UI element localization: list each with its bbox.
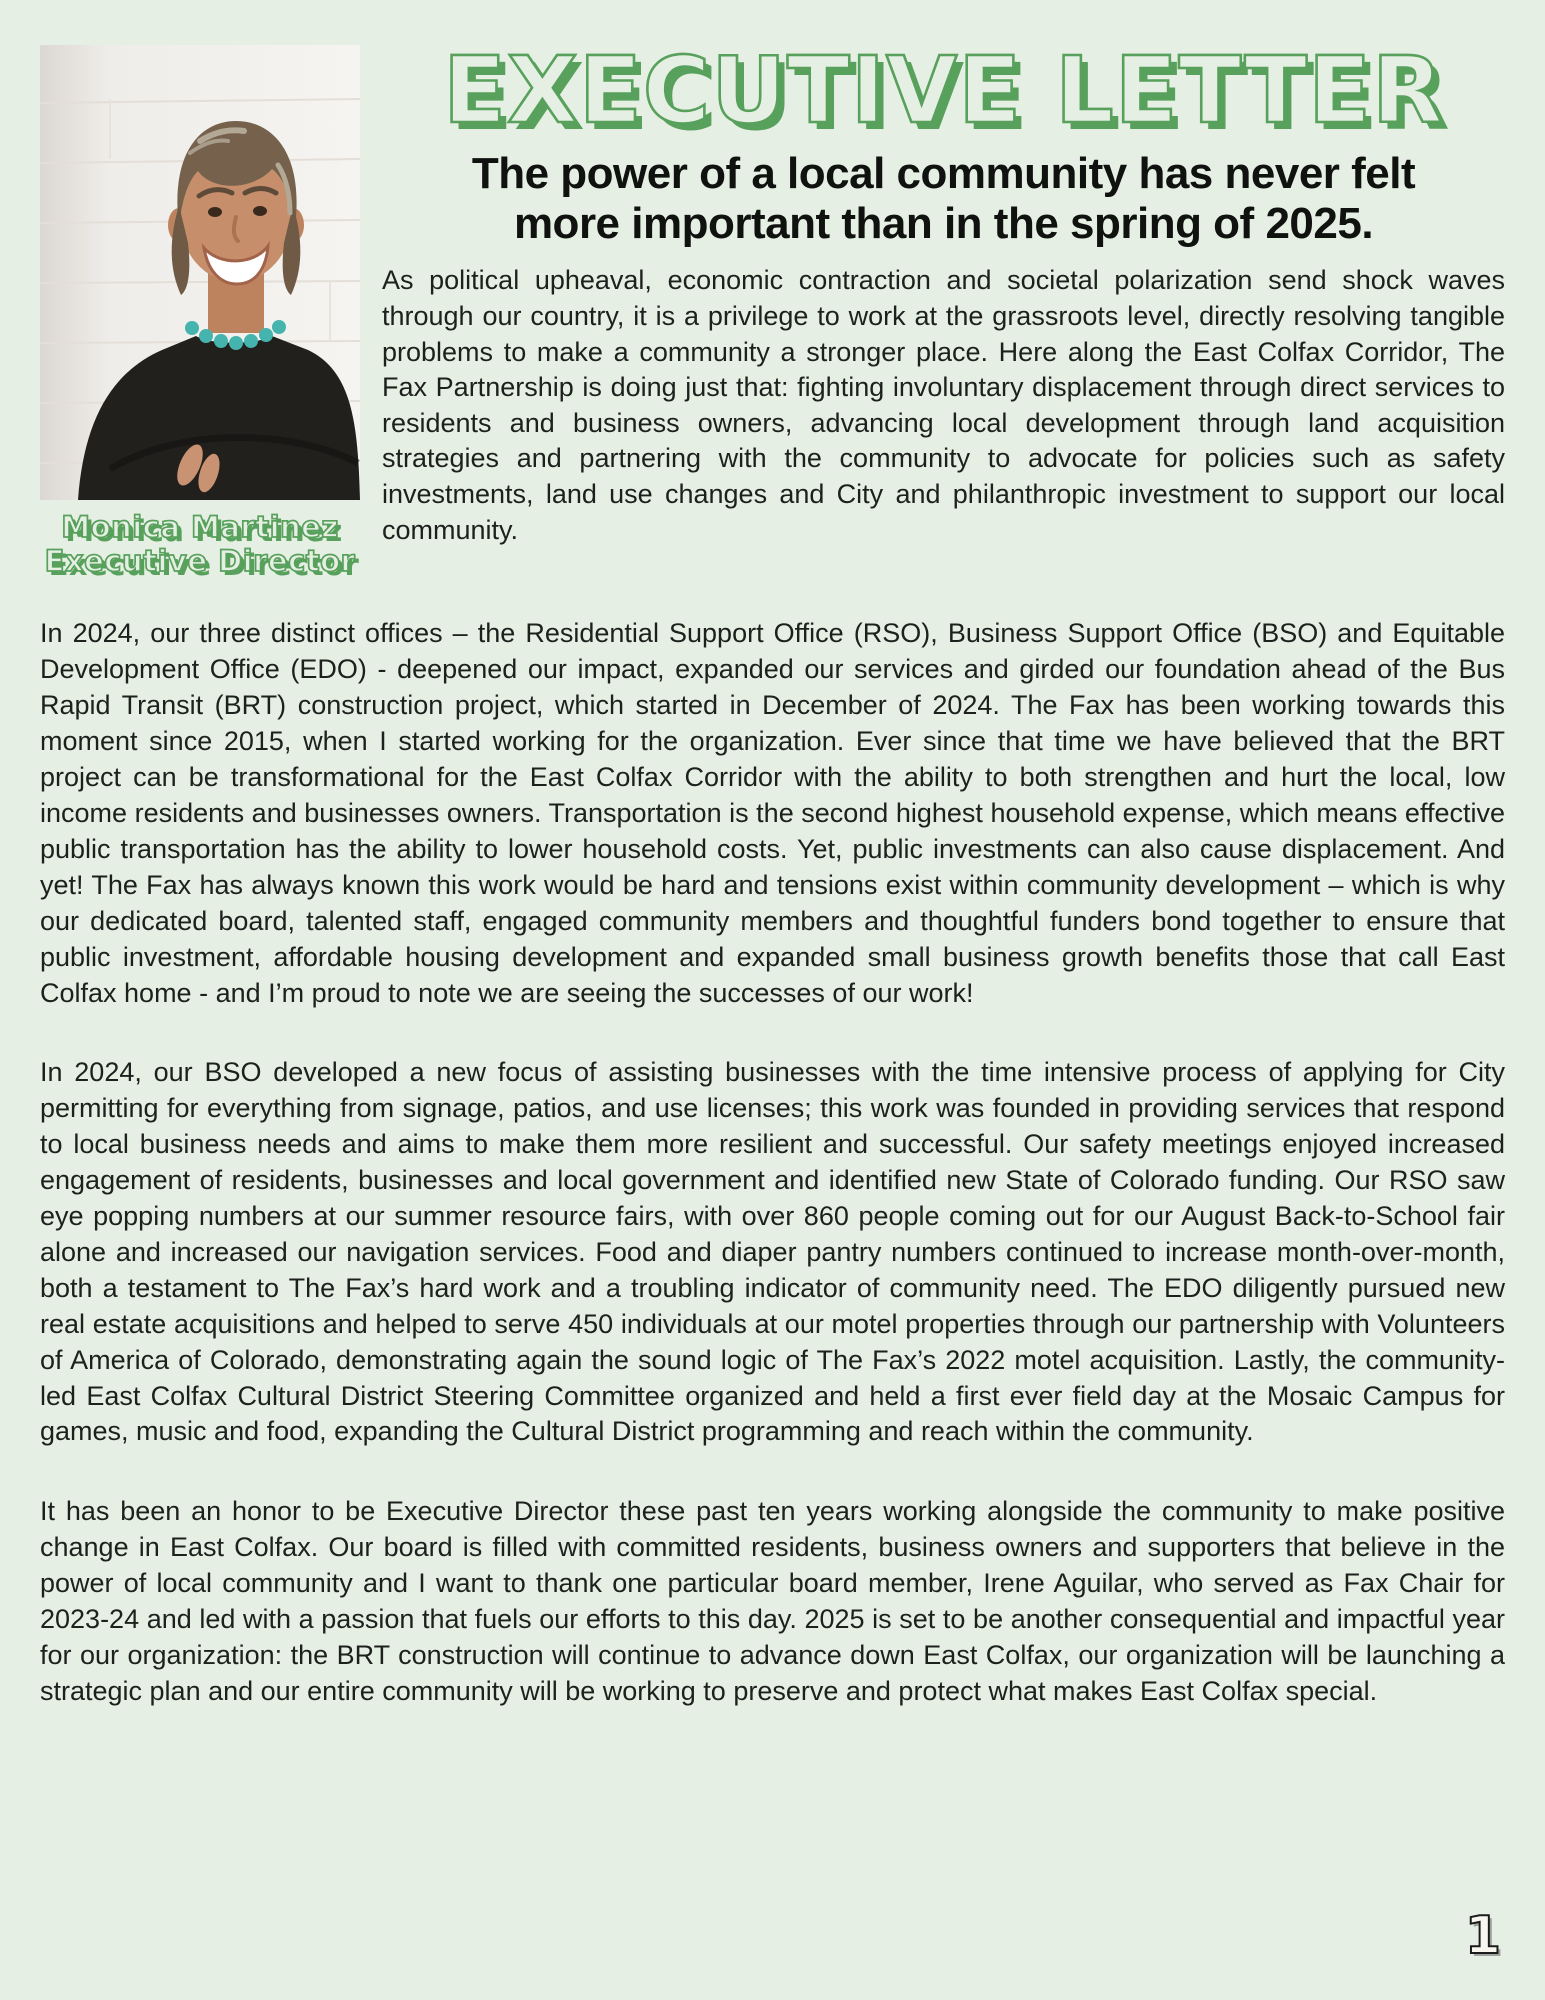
body-paragraph-1: In 2024, our three distinct offices – the Residential Support Office (RSO), Business Support Office (BSO) and Equitable Development Office (EDO) - deepened our impact, expanded our services and girded our foundation ahead of the Bus Rapid Transit (BRT) construction project, which started in December of 2024. The Fax has been working towards this moment since 2015, when I started working for the organization. Ever since that time we have believed that the BRT project can be transformational for the East Colfax Corridor with the ability to both strengthen and hurt the local, low income residents and businesses owners. Transportation is the second highest household expense, which means effective public transportation has the ability to lower household costs. Yet, public investments can also cause displacement. And yet! The Fax has always known this work would be hard and tensions exist within community development – which is why our dedicated board, talented staff, engaged community members and thoughtful funders bond together to ensure that public investment, affordable housing development and expanded small business growth benefits those that call East Colfax home - and I’m proud to note we are seeing the successes of our work! <box>40 618 1505 1008</box>
body-paragraph-3: It has been an honor to be Executive Director these past ten years working alongside the community to make positive change in East Colfax. Our board is filled with committed residents, business owners and supporters that believe in the power of local community and I want to thank one particular board member, Irene Aguilar, who served as Fax Chair for 2023-24 and led with a passion that fuels our efforts to this day. 2025 is set to be another consequential and impactful year for our organization: the BRT construction will continue to advance down East Colfax, our organization will be launching a strategic plan and our entire community will be working to preserve and protect what makes East Colfax special. <box>40 1496 1505 1706</box>
portrait-illustration <box>40 45 360 500</box>
photo-caption <box>40 510 360 578</box>
photo-caption-role: Executive Director <box>44 544 356 579</box>
intro-paragraph: As political upheaval, economic contraction and societal polarization send shock waves through our country, it is a privilege to work at the grassroots level, directly resolving tangible problems to make a community a stronger place. Here along the East Colfax Corridor, The Fax Partnership is doing just that: fighting involuntary displacement through direct services to residents and business owners, advancing local development through land acquisition strategies and partnering with the community to advocate for policies such as safety investments, land use changes and City and philanthropic investment to support our local community. <box>382 265 1505 545</box>
body-paragraph-2: In 2024, our BSO developed a new focus of assisting businesses with the time intensive process of applying for City permitting for everything from signage, patios, and use licenses; this work was founded in providing services that respond to local business needs and aims to make them more resilient and successful. Our safety meetings enjoyed increased engagement of residents, businesses and local government and identified new State of Colorado funding. Our RSO saw eye popping numbers at our summer resource fairs, with over 860 people coming out for our August Back-to-School fair alone and increased our navigation services. Food and diaper pantry numbers continued to increase month-over-month, both a testament to The Fax’s hard work and a troubling indicator of community need. The EDO diligently pursued new real estate acquisitions and helped to serve 450 individuals at our motel properties through our partnership with Volunteers of America of Colorado, demonstrating again the sound logic of The Fax’s 2022 motel acquisition. Lastly, the community-led East Colfax Cultural District Steering Committee organized and held a first ever field day at the Mosaic Campus for games, music and food, expanding the Cultural District programming and reach within the community. <box>40 1057 1505 1447</box>
headline-line-1: The power of a local community has never felt <box>471 149 1416 198</box>
photo-caption-name: Monica Martinez <box>61 510 339 544</box>
director-portrait-photo <box>40 45 360 500</box>
headline <box>382 149 1505 249</box>
letter-body <box>40 616 1505 1709</box>
photo-column <box>40 45 360 578</box>
letter-header-column <box>382 37 1505 548</box>
page-title: EXECUTIVE LETTER <box>443 37 1444 144</box>
header-section <box>40 37 1505 579</box>
headline-line-2: more important than in the spring of 2025. <box>513 199 1374 249</box>
page-number: 1 <box>1464 1906 1501 1966</box>
